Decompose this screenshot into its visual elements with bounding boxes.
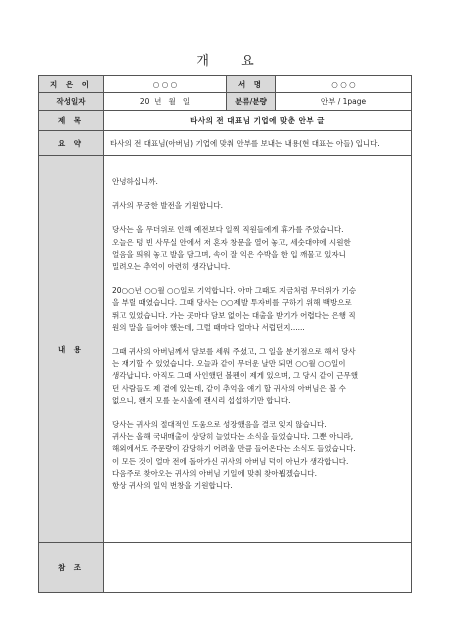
text-line: 원의 말을 들어야 했는데, 그럴 때마다 얼마나 서럽던지...... <box>112 322 305 332</box>
text-line: 을 부릴 때였습니다. 그때 당사는 ○○제발 투자비를 구하기 위해 백방으로 <box>112 298 352 308</box>
text-line: 당사는 올 무더위로 인해 예전보다 일찍 직원들에게 휴가를 주었습니다. <box>112 225 344 235</box>
text-line: 그때 귀사의 아버님께서 담보를 세워 주셨고, 그 일을 분기점으로 해서 당사 <box>112 347 356 357</box>
text-line: 오늘은 텅 빈 사무실 안에서 저 혼자 창문을 열어 놓고, 세숫대야에 시원한 <box>112 237 351 247</box>
text-line: 20○○년 ○○월 ○○일로 기억합니다. 아마 그때도 지금처럼 무더위가 기승 <box>112 286 357 296</box>
paragraph-1 <box>112 176 403 188</box>
subject-label: 제 목 <box>39 111 104 131</box>
text-line: 귀사는 올해 국내매출이 상당히 늘었다는 소식을 들었습니다. 그뿐 아니라, <box>112 432 354 442</box>
date-value: 20 년 월 일 <box>104 93 227 111</box>
text-line: 없으니, 왠지 모를 눈시울에 괜시리 섭섭하기만 합니다. <box>112 395 291 405</box>
text-line: 귀사의 무궁한 발전을 기원합니다. <box>112 201 223 211</box>
row-content <box>39 156 412 543</box>
text-line: 밀려오는 추억이 아련히 생각납니다. <box>112 262 231 272</box>
document-title <box>0 50 450 69</box>
row-subject <box>39 111 412 131</box>
category-value: 안부 / 1page <box>276 93 412 111</box>
category-label: 분류/분량 <box>227 93 276 111</box>
text-line: 던 사람들도 제 곁에 있는데, 같이 추억을 얘기 할 귀사의 아버님은 볼 수 <box>112 383 346 393</box>
text-line: 얼음을 띄워 놓고 발을 담그며, 속이 잘 익은 수박을 한 입 깨물고 있자니 <box>112 249 346 259</box>
paragraph-4 <box>112 285 403 334</box>
row-reference <box>39 543 412 593</box>
author-label: 지 은 이 <box>39 76 104 93</box>
text-line: 뛰고 있었습니다. 가는 곳마다 담보 없이는 대출을 받기가 어렵다는 은행 직 <box>112 310 356 320</box>
text-line: 생각납니다. 아직도 그때 사인했던 볼펜이 제게 있으며, 그 당시 같이 근무했 <box>112 371 358 381</box>
row-date <box>39 93 412 111</box>
title-char-2: 요 <box>241 54 254 69</box>
reference-value <box>104 543 412 593</box>
content-label: 내 용 <box>39 156 104 543</box>
text-line: 항상 귀사의 일익 번창을 기원합니다. <box>112 481 233 491</box>
text-line: 안녕하십니까. <box>112 177 158 186</box>
text-line: 다음주로 찾아오는 귀사의 아버님 기일에 맞춰 찾아뵙겠습니다. <box>112 468 318 478</box>
signature-value: ○ ○ ○ <box>276 76 412 93</box>
text-line: 해외에서도 주문량이 감당하기 어려울 만큼 들어온다는 소식도 들었습니다. <box>112 444 356 454</box>
content-body <box>104 156 412 543</box>
text-line: 당사는 귀사의 절대적인 도움으로 성장했음을 결코 잊지 않습니다. <box>112 420 327 430</box>
signature-label: 서 명 <box>227 76 276 93</box>
reference-label: 참 조 <box>39 543 104 593</box>
text-line: 이 모든 것이 얼마 전에 돌아가신 귀사의 아버님 덕이 아닌가 생각합니다. <box>112 456 349 466</box>
summary-form-table <box>38 75 412 593</box>
paragraph-5 <box>112 346 403 407</box>
paragraph-2 <box>112 200 403 212</box>
row-summary <box>39 131 412 156</box>
text-line: 는 재기할 수 있었습니다. 오늘과 같이 무더운 날만 되면 ○○월 ○○일이 <box>112 359 346 369</box>
title-char-1: 개 <box>196 54 209 69</box>
subject-value: 타사의 전 대표님 기업에 맞춘 안부 글 <box>104 111 412 131</box>
author-value: ○ ○ ○ <box>104 76 227 93</box>
summary-label: 요 약 <box>39 131 104 156</box>
row-author <box>39 76 412 93</box>
date-label: 작성일자 <box>39 93 104 111</box>
summary-value: 타사의 전 대표님(아버님) 기업에 맞춰 안부를 보내는 내용(현 대표는 아들) 입니다. <box>104 131 412 156</box>
paragraph-3 <box>112 224 403 273</box>
paragraph-6 <box>112 419 403 492</box>
